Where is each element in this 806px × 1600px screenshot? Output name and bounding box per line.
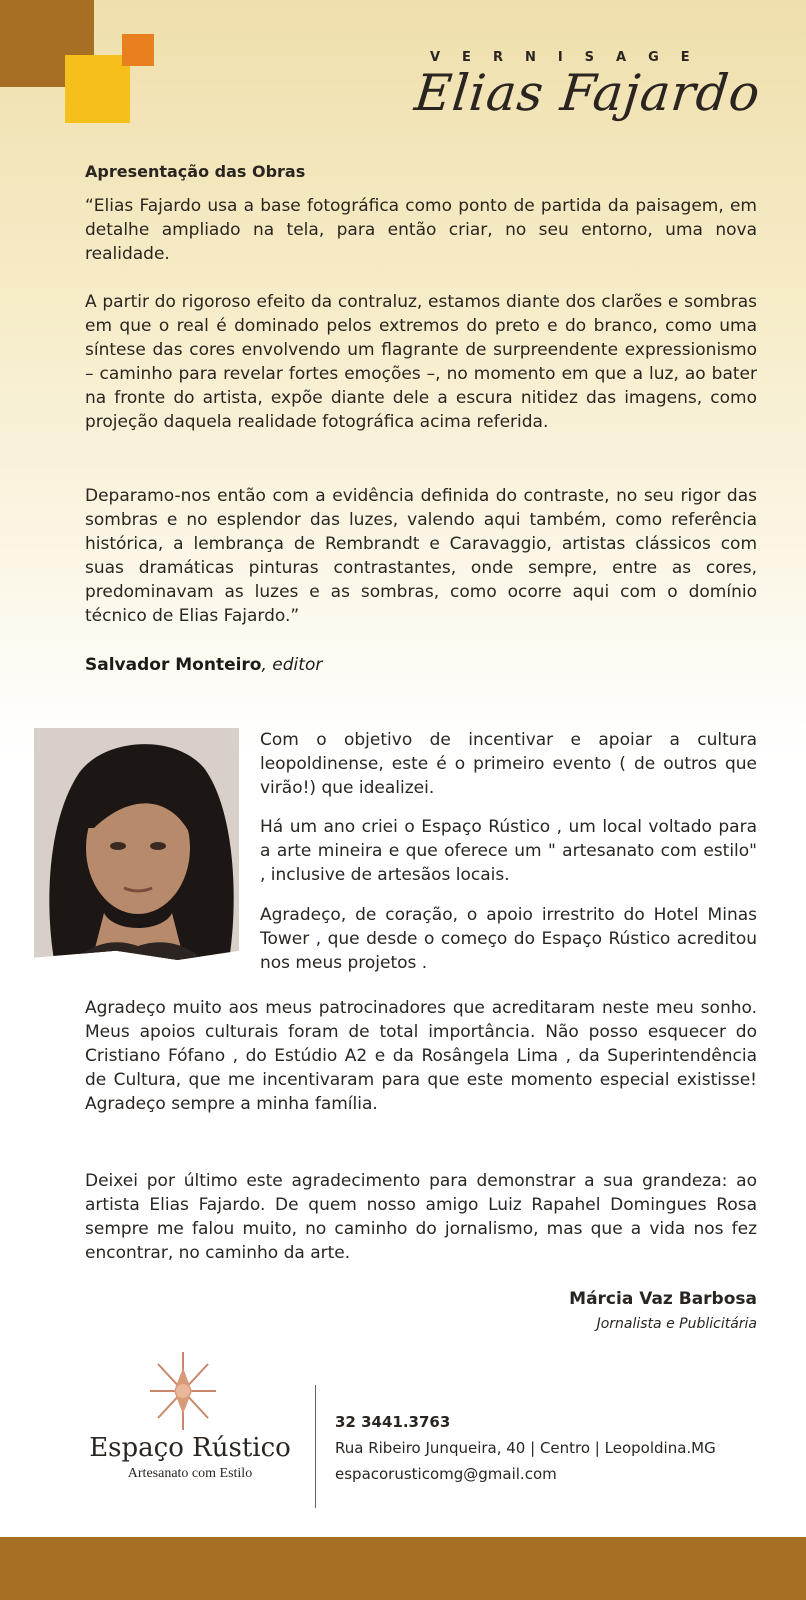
presentation-paragraph-1: “Elias Fajardo usa a base fotográfica como ponto de partida da paisagem, em detalhe ampliado na tela, para então criar, no seu entorno, uma nova realidade. (85, 196, 757, 264)
letter-paragraph-5: Deixei por último este agradecimento para demonstrar a sua grandeza: ao artista Elias Fajardo. De quem nosso amigo Luiz Rapahel Domingues Rosa sempre me falou muito, no caminho do jornalismo, mas que a vida nos fez encontrar, no caminho da arte. (85, 1171, 757, 1263)
author-signature-role: Jornalista e Publicitária (596, 1316, 757, 1332)
contact-address: Rua Ribeiro Junqueira, 40 | Centro | Leopoldina.MG (335, 1439, 716, 1457)
author-signature-name: Márcia Vaz Barbosa (569, 1289, 757, 1309)
logo-star-icon (148, 1350, 218, 1432)
bottom-bar (0, 1537, 806, 1600)
letter-paragraph-4: Agradeço muito aos meus patrocinadores que acreditaram neste meu sonho. Meus apoios culturais foram de total importância. Não posso esquecer do Cristiano Fófano , do Estúdio A2 e da Rosângela Lima , da Superintendência de Cultura, que me incentivaram para que este momento especial existisse! Agradeço sempre a minha família. (85, 998, 757, 1114)
letter-paragraph-1: Com o objetivo de incentivar e apoiar a cultura leopoldinense, este é o primeiro evento ( de outros que virão!) que idealizei. (260, 730, 757, 798)
portrait-illustration (34, 728, 239, 960)
editor-role: , editor (261, 655, 323, 675)
decor-square-yellow (65, 55, 130, 123)
editor-name: Salvador Monteiro (85, 655, 262, 675)
presentation-paragraph-3: Deparamo-nos então com a evidência definida do contraste, no seu rigor das sombras e no esplendor das luzes, valendo aqui também, como referência histórica, a lembrança de Rembrandt e Caravaggio, artistas clássicos com suas dramáticas pinturas contrastantes, onde sempre, entre as cores, predominavam as luzes e as sombras, como ocorre aqui com o domínio técnico de Elias Fajardo.” (85, 486, 757, 626)
header-kicker: VERNISAGE (430, 50, 712, 65)
presentation-paragraph-2: A partir do rigoroso efeito da contraluz, estamos diante dos clarões e sombras em que o real é dominado pelos extremos do preto e do branco, como uma síntese das cores envolvendo um flagrante de surpreendente expressionismo – caminho para revelar fortes emoções –, no momento em que a luz, ao bater na fronte do artista, expõe diante dele a escura nitidez das imagens, como projeção daquela realidade fotográfica acima referida. (85, 292, 757, 432)
decor-square-orange (122, 34, 154, 66)
contact-email: espacorusticomg@gmail.com (335, 1465, 557, 1483)
logo-tagline: Artesanato com Estilo (127, 1466, 253, 1481)
author-portrait (34, 728, 239, 960)
letter-paragraph-3: Agradeço, de coração, o apoio irrestrito do Hotel Minas Tower , que desde o começo do Espaço Rústico acreditou nos meus projetos . (260, 905, 757, 973)
footer-divider (315, 1385, 316, 1508)
section-heading: Apresentação das Obras (85, 162, 306, 181)
editor-signature (85, 655, 757, 675)
contact-phone: 32 3441.3763 (335, 1413, 451, 1431)
letter-paragraph-2: Há um ano criei o Espaço Rústico , um local voltado para a arte mineira e que oferece um " artesanato com estilo" , inclusive de artesãos locais. (260, 817, 757, 885)
header-title: Elias Fajardo (411, 64, 764, 122)
logo-name: Espaço Rústico (89, 1433, 291, 1463)
